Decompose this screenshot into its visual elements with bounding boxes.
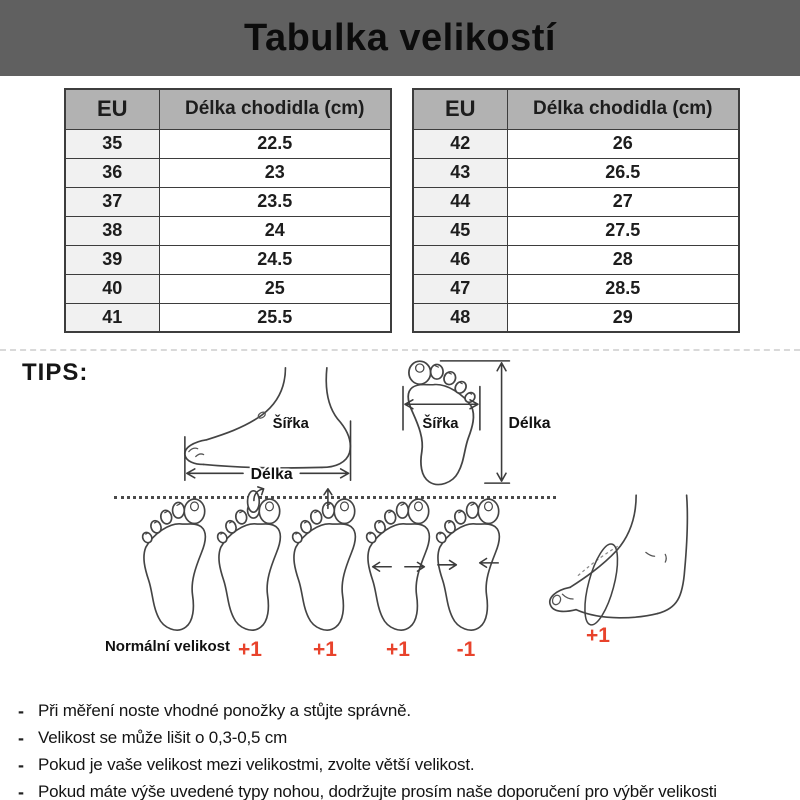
size-row (413, 303, 739, 332)
size-row (65, 187, 391, 216)
eu-size-cell: 42 (413, 129, 507, 158)
size-row (413, 158, 739, 187)
foot-high-instep-diagram (542, 491, 707, 641)
column-header-eu: EU (65, 89, 159, 129)
bullet-dash: - (18, 701, 24, 721)
column-header-eu: EU (413, 89, 507, 129)
footprint-normal-diagram (136, 483, 214, 633)
size-row (65, 129, 391, 158)
column-header-foot-length: Délka chodidla (cm) (507, 89, 739, 129)
eu-size-cell: 35 (65, 129, 159, 158)
size-row (65, 303, 391, 332)
tips-heading: TIPS: (22, 359, 89, 386)
length-label: Délka (508, 414, 551, 432)
size-row (65, 245, 391, 274)
eu-size-cell: 38 (65, 216, 159, 245)
eu-size-cell: 44 (413, 187, 507, 216)
foot-length-cell: 28.5 (507, 274, 739, 303)
size-tables-section (0, 76, 800, 333)
size-table-eu-42-48 (412, 88, 740, 333)
foot-type-label-minus1: -1 (456, 638, 476, 661)
table-header-row (65, 89, 391, 129)
foot-length-cell: 25 (159, 274, 391, 303)
size-row (413, 187, 739, 216)
size-table-eu-35-41 (64, 88, 392, 333)
size-row (413, 216, 739, 245)
size-row (413, 129, 739, 158)
foot-type-label-plus1: +1 (238, 638, 262, 661)
foot-length-cell: 26 (507, 129, 739, 158)
width-label: Šířka (272, 415, 309, 432)
table-header-row (413, 89, 739, 129)
foot-type-label-plus1: +1 (313, 638, 337, 661)
foot-length-cell: 25.5 (159, 303, 391, 332)
eu-size-cell: 36 (65, 158, 159, 187)
eu-size-cell: 40 (65, 274, 159, 303)
note-text: Pokud máte výše uvedené typy nohou, dodržujte prosím naše doporučení pro výběr velikosti (38, 782, 717, 800)
foot-length-cell: 26.5 (507, 158, 739, 187)
size-row (65, 216, 391, 245)
width-label: Šířka (422, 415, 459, 432)
foot-length-cell: 23 (159, 158, 391, 187)
foot-length-cell: 27.5 (507, 216, 739, 245)
foot-length-cell: 23.5 (159, 187, 391, 216)
foot-length-cell: 24.5 (159, 245, 391, 274)
size-row (65, 274, 391, 303)
note-item (18, 701, 800, 721)
foot-length-cell: 27 (507, 187, 739, 216)
footprint-long-second-toe-diagram (211, 483, 289, 633)
eu-size-cell: 43 (413, 158, 507, 187)
foot-type-label-plus1: +1 (586, 624, 610, 647)
size-row (413, 245, 739, 274)
foot-length-cell: 24 (159, 216, 391, 245)
note-item (18, 782, 800, 800)
foot-length-cell: 28 (507, 245, 739, 274)
eu-size-cell: 46 (413, 245, 507, 274)
eu-size-cell: 37 (65, 187, 159, 216)
measurement-notes-list (18, 701, 800, 800)
foot-length-cell: 29 (507, 303, 739, 332)
footprint-pointed-toes-diagram (286, 483, 364, 633)
note-item (18, 755, 800, 775)
eu-size-cell: 48 (413, 303, 507, 332)
bullet-dash: - (18, 728, 24, 748)
note-text: Při měření noste vhodné ponožky a stůjte správně. (38, 701, 411, 720)
foot-type-label-normal: Normální velikost (104, 638, 231, 655)
size-row (65, 158, 391, 187)
foot-side-length-diagram (176, 365, 388, 485)
length-label: Délka (250, 466, 293, 484)
footprint-dimensions-diagram (390, 353, 555, 491)
footprint-narrow-diagram (430, 483, 508, 633)
eu-size-cell: 39 (65, 245, 159, 274)
eu-size-cell: 47 (413, 274, 507, 303)
foot-type-label-plus1: +1 (386, 638, 410, 661)
footprint-wide-diagram (360, 483, 438, 633)
page-title: Tabulka velikostí (244, 16, 556, 59)
eu-size-cell: 41 (65, 303, 159, 332)
title-banner (0, 0, 800, 76)
column-header-foot-length: Délka chodidla (cm) (159, 89, 391, 129)
tips-section (0, 351, 800, 691)
foot-length-cell: 22.5 (159, 129, 391, 158)
size-row (413, 274, 739, 303)
note-item (18, 728, 800, 748)
note-text: Pokud je vaše velikost mezi velikostmi, zvolte větší velikost. (38, 755, 475, 774)
bullet-dash: - (18, 755, 24, 775)
bullet-dash: - (18, 782, 24, 800)
eu-size-cell: 45 (413, 216, 507, 245)
note-text: Velikost se může lišit o 0,3-0,5 cm (38, 728, 288, 747)
